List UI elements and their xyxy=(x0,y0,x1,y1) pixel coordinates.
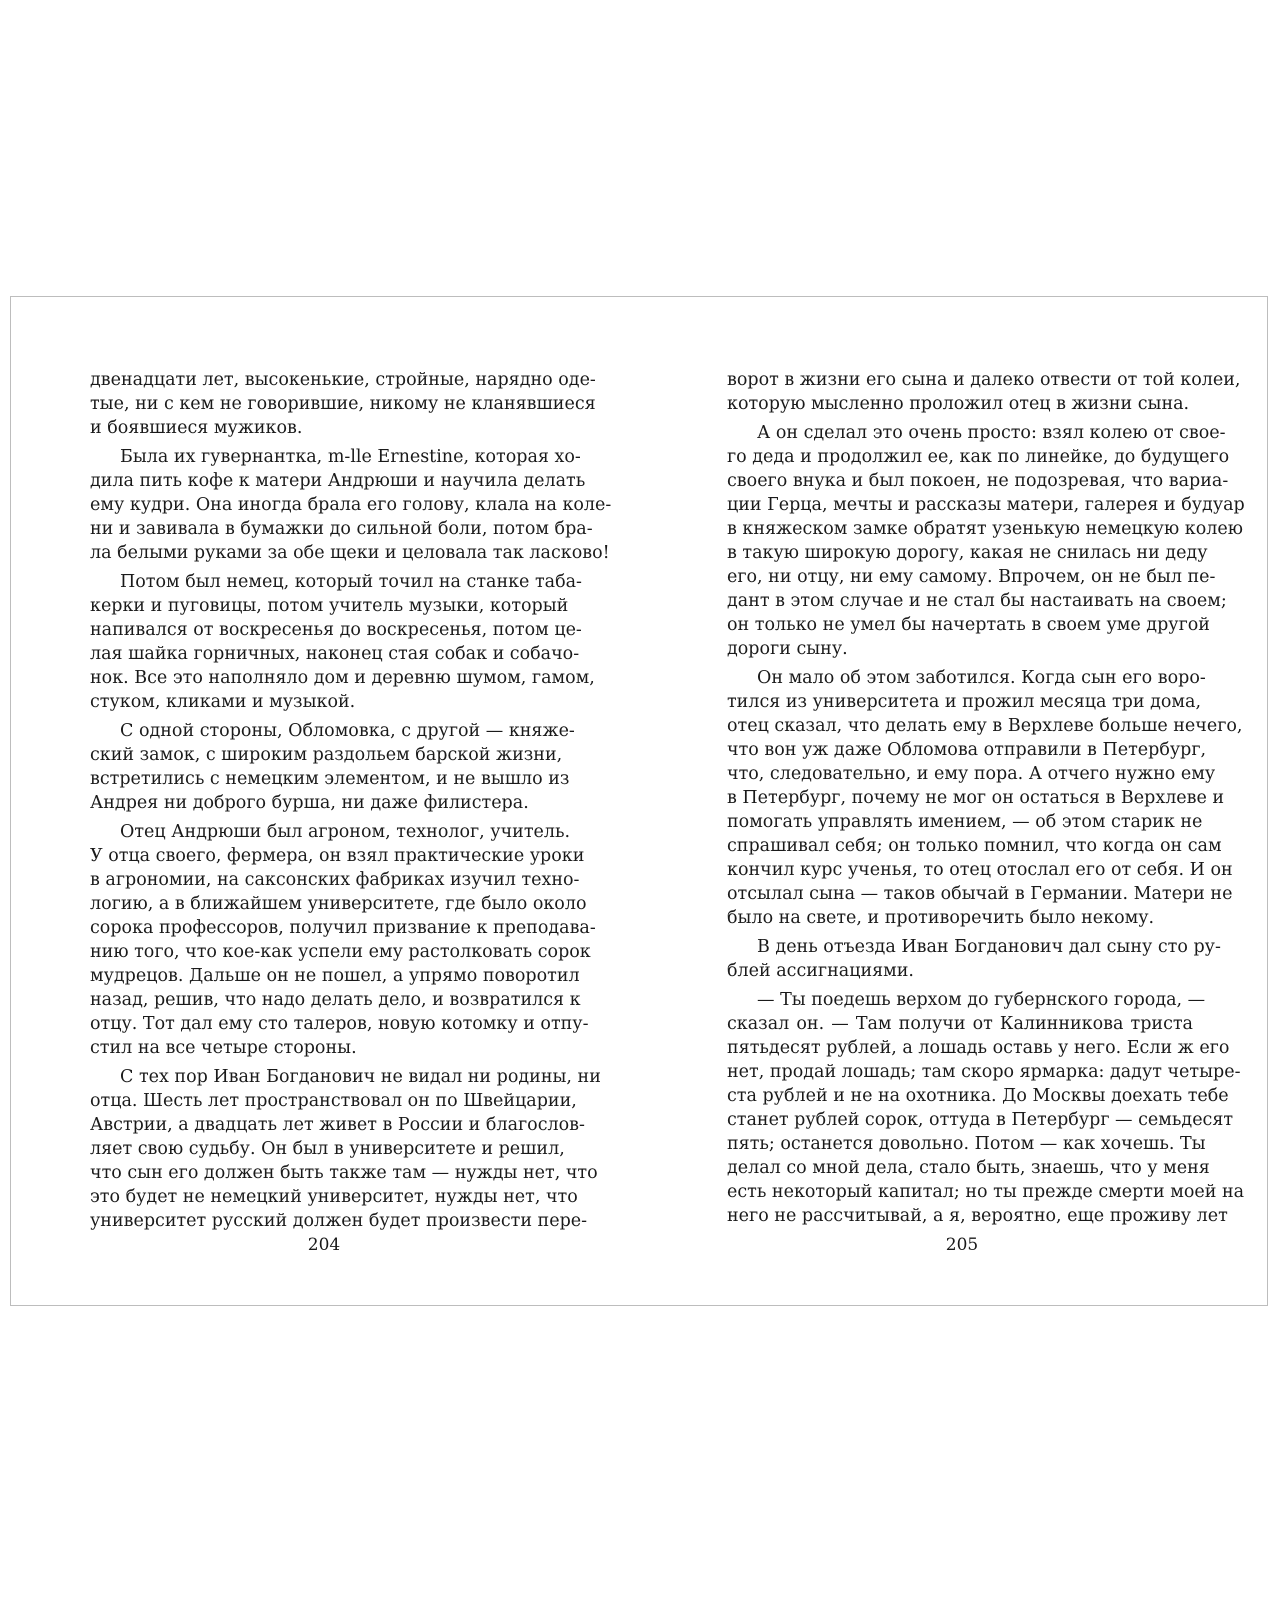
text-line: стил на все четыре стороны. xyxy=(90,1038,357,1058)
text-line: Была их гувернантка, m-lle Ernestine, которая хо- xyxy=(120,447,581,467)
paragraph xyxy=(90,820,596,1060)
text-line: ла белыми руками за обе щеки и целовала так ласково! xyxy=(90,543,610,563)
text-line: отсылал сына — таков обычай в Германии. Матери не xyxy=(727,884,1233,904)
text-line: тые, ни с кем не говорившие, никому не кланявшиеся xyxy=(90,394,596,414)
paragraph xyxy=(90,570,595,714)
paragraph xyxy=(90,445,612,565)
text-line: нет, продай лошадь; там скоро ярмарка: дадут четыре- xyxy=(727,1062,1241,1082)
text-line: делал со мной дела, стало быть, знаешь, что у меня xyxy=(727,1158,1210,1178)
text-line: Отец Андрюши был агроном, технолог, учитель. xyxy=(120,822,571,842)
text-line: и боявшиеся мужиков. xyxy=(90,418,303,438)
text-line: лая шайка горничных, наконец стая собак и собачо- xyxy=(90,644,580,664)
text-line: кончил курс ученья, то отец отослал его от себя. И он xyxy=(727,860,1233,880)
text-line: что сын его должен быть также там — нужды нет, что xyxy=(90,1163,598,1183)
paragraph xyxy=(727,935,1221,983)
text-line: керки и пуговицы, потом учитель музыки, который xyxy=(90,596,569,616)
text-line: ни и завивала в бумажки до сильной боли, потом бра- xyxy=(90,519,593,539)
text-line: есть некоторый капитал; но ты прежде смерти моей на xyxy=(727,1182,1245,1202)
text-line: стуком, кликами и музыкой. xyxy=(90,692,356,712)
text-line: назад, решив, что надо делать дело, и возвратился к xyxy=(90,990,581,1010)
text-line: У отца своего, фермера, он взял практические уроки xyxy=(90,846,585,866)
text-line: А он сделал это очень просто: взял колею от свое- xyxy=(757,423,1226,443)
text-line: нок. Все это наполняло дом и деревню шумом, гамом, xyxy=(90,668,595,688)
text-line: ский замок, с широким раздольем барской жизни, xyxy=(90,745,563,765)
text-line: блей ассигнациями. xyxy=(727,961,914,981)
right-page-number: 205 xyxy=(945,1235,979,1255)
text-line: отцу. Тот дал ему сто талеров, новую котомку и отпу- xyxy=(90,1014,589,1034)
text-line: ляет свою судьбу. Он был в университете и решил, xyxy=(90,1139,565,1159)
text-line: в Петербург, почему не мог он остаться в Верхлеве и xyxy=(727,788,1225,808)
paragraph xyxy=(727,421,1245,661)
paragraph xyxy=(90,719,575,815)
text-line: мудрецов. Дальше он не пошел, а упрямо поворотил xyxy=(90,966,580,986)
text-line: станет рублей сорок, оттуда в Петербург — семьдесят xyxy=(727,1110,1234,1130)
text-line: тился из университета и прожил месяца три дома, xyxy=(727,692,1202,712)
text-line: В день отъезда Иван Богданович дал сыну сто ру- xyxy=(757,937,1221,957)
text-line: сорока профессоров, получил призвание к преподава- xyxy=(90,918,596,938)
text-line: его, ни отцу, ни ему самому. Впрочем, он не был пе- xyxy=(727,567,1216,587)
text-line: встретились с немецким элементом, и не вышло из xyxy=(90,769,570,789)
text-line: Он мало об этом заботился. Когда сын его воро- xyxy=(757,668,1206,688)
text-line: в агрономии, на саксонских фабриках изучил техно- xyxy=(90,870,580,890)
text-line: университет русский должен будет произвести пере- xyxy=(90,1211,588,1231)
text-line: это будет не немецкий университет, нужды нет, что xyxy=(90,1187,578,1207)
paragraph xyxy=(727,988,1245,1228)
text-line: Андрея ни доброго бурша, ни даже филистера. xyxy=(90,793,529,813)
book-spread xyxy=(10,296,1268,1306)
text-line: отца. Шесть лет пространствовал он по Швейцарии, xyxy=(90,1091,577,1111)
text-line: Австрии, а двадцать лет живет в России и благослов- xyxy=(90,1115,585,1135)
text-line: С тех пор Иван Богданович не видал ни родины, ни xyxy=(120,1067,601,1087)
text-line: ему кудри. Она иногда брала его голову, клала на коле- xyxy=(90,495,612,515)
text-line: напивался от воскресенья до воскресенья, потом це- xyxy=(90,620,582,640)
text-line: дила пить кофе к матери Андрюши и научила делать xyxy=(90,471,586,491)
text-line: двенадцати лет, высокенькие, стройные, нарядно оде- xyxy=(90,370,596,390)
text-line: С одной стороны, Обломовка, с другой — княже- xyxy=(120,721,575,741)
text-line: ворот в жизни его сына и далеко отвести от той колеи, xyxy=(727,370,1241,390)
text-line: пять; останется довольно. Потом — как хочешь. Ты xyxy=(727,1134,1206,1154)
left-page-text xyxy=(90,368,612,1233)
text-line: дороги сыну. xyxy=(727,639,848,659)
text-line: ции Герца, мечты и рассказы матери, галерея и будуар xyxy=(727,495,1245,515)
text-line: пятьдесят рублей, а лошадь оставь у него. Если ж его xyxy=(727,1038,1230,1058)
text-line: отец сказал, что делать ему в Верхлеве больше нечего, xyxy=(727,716,1243,736)
text-line: него не рассчитывай, а я, вероятно, еще проживу лет xyxy=(727,1206,1228,1226)
right-page-text xyxy=(727,368,1245,1228)
text-line: — Ты поедешь верхом до губернского города, — xyxy=(757,990,1206,1010)
text-line: было на свете, и противоречить было некому. xyxy=(727,908,1155,928)
paragraph xyxy=(90,368,596,440)
text-line: сказал он. — Там получи от Калинникова триста xyxy=(727,1014,1193,1034)
paragraph xyxy=(90,1065,601,1233)
text-line: дант в этом случае и не стал бы настаивать на своем; xyxy=(727,591,1227,611)
text-line: что вон уж даже Обломова отправили в Петербург, xyxy=(727,740,1207,760)
text-line: логию, а в ближайшем университете, где было около xyxy=(90,894,587,914)
text-line: нию того, что кое-как успели ему растолковать сорок xyxy=(90,942,591,962)
text-line: го деда и продолжил ее, как по линейке, до будущего xyxy=(727,447,1230,467)
text-line: помогать управлять имением, — об этом старик не xyxy=(727,812,1203,832)
text-line: в княжеском замке обратят узенькую немецкую колею xyxy=(727,519,1243,539)
text-line: ста рублей и не на охотника. До Москвы доехать тебе xyxy=(727,1086,1229,1106)
text-line: Потом был немец, который точил на станке таба- xyxy=(120,572,582,592)
text-line: спрашивал себя; он только помнил, что когда он сам xyxy=(727,836,1222,856)
text-line: своего внука и был покоен, не подозревая, что вариа- xyxy=(727,471,1229,491)
paragraph xyxy=(727,368,1241,416)
text-line: что, следовательно, и ему пора. А отчего нужно ему xyxy=(727,764,1216,784)
text-line: он только не умел бы начертать в своем уме другой xyxy=(727,615,1210,635)
text-line: которую мысленно проложил отец в жизни сына. xyxy=(727,394,1190,414)
text-line: в такую широкую дорогу, какая не снилась ни деду xyxy=(727,543,1208,563)
paragraph xyxy=(727,666,1243,930)
left-page-number: 204 xyxy=(307,1235,341,1255)
